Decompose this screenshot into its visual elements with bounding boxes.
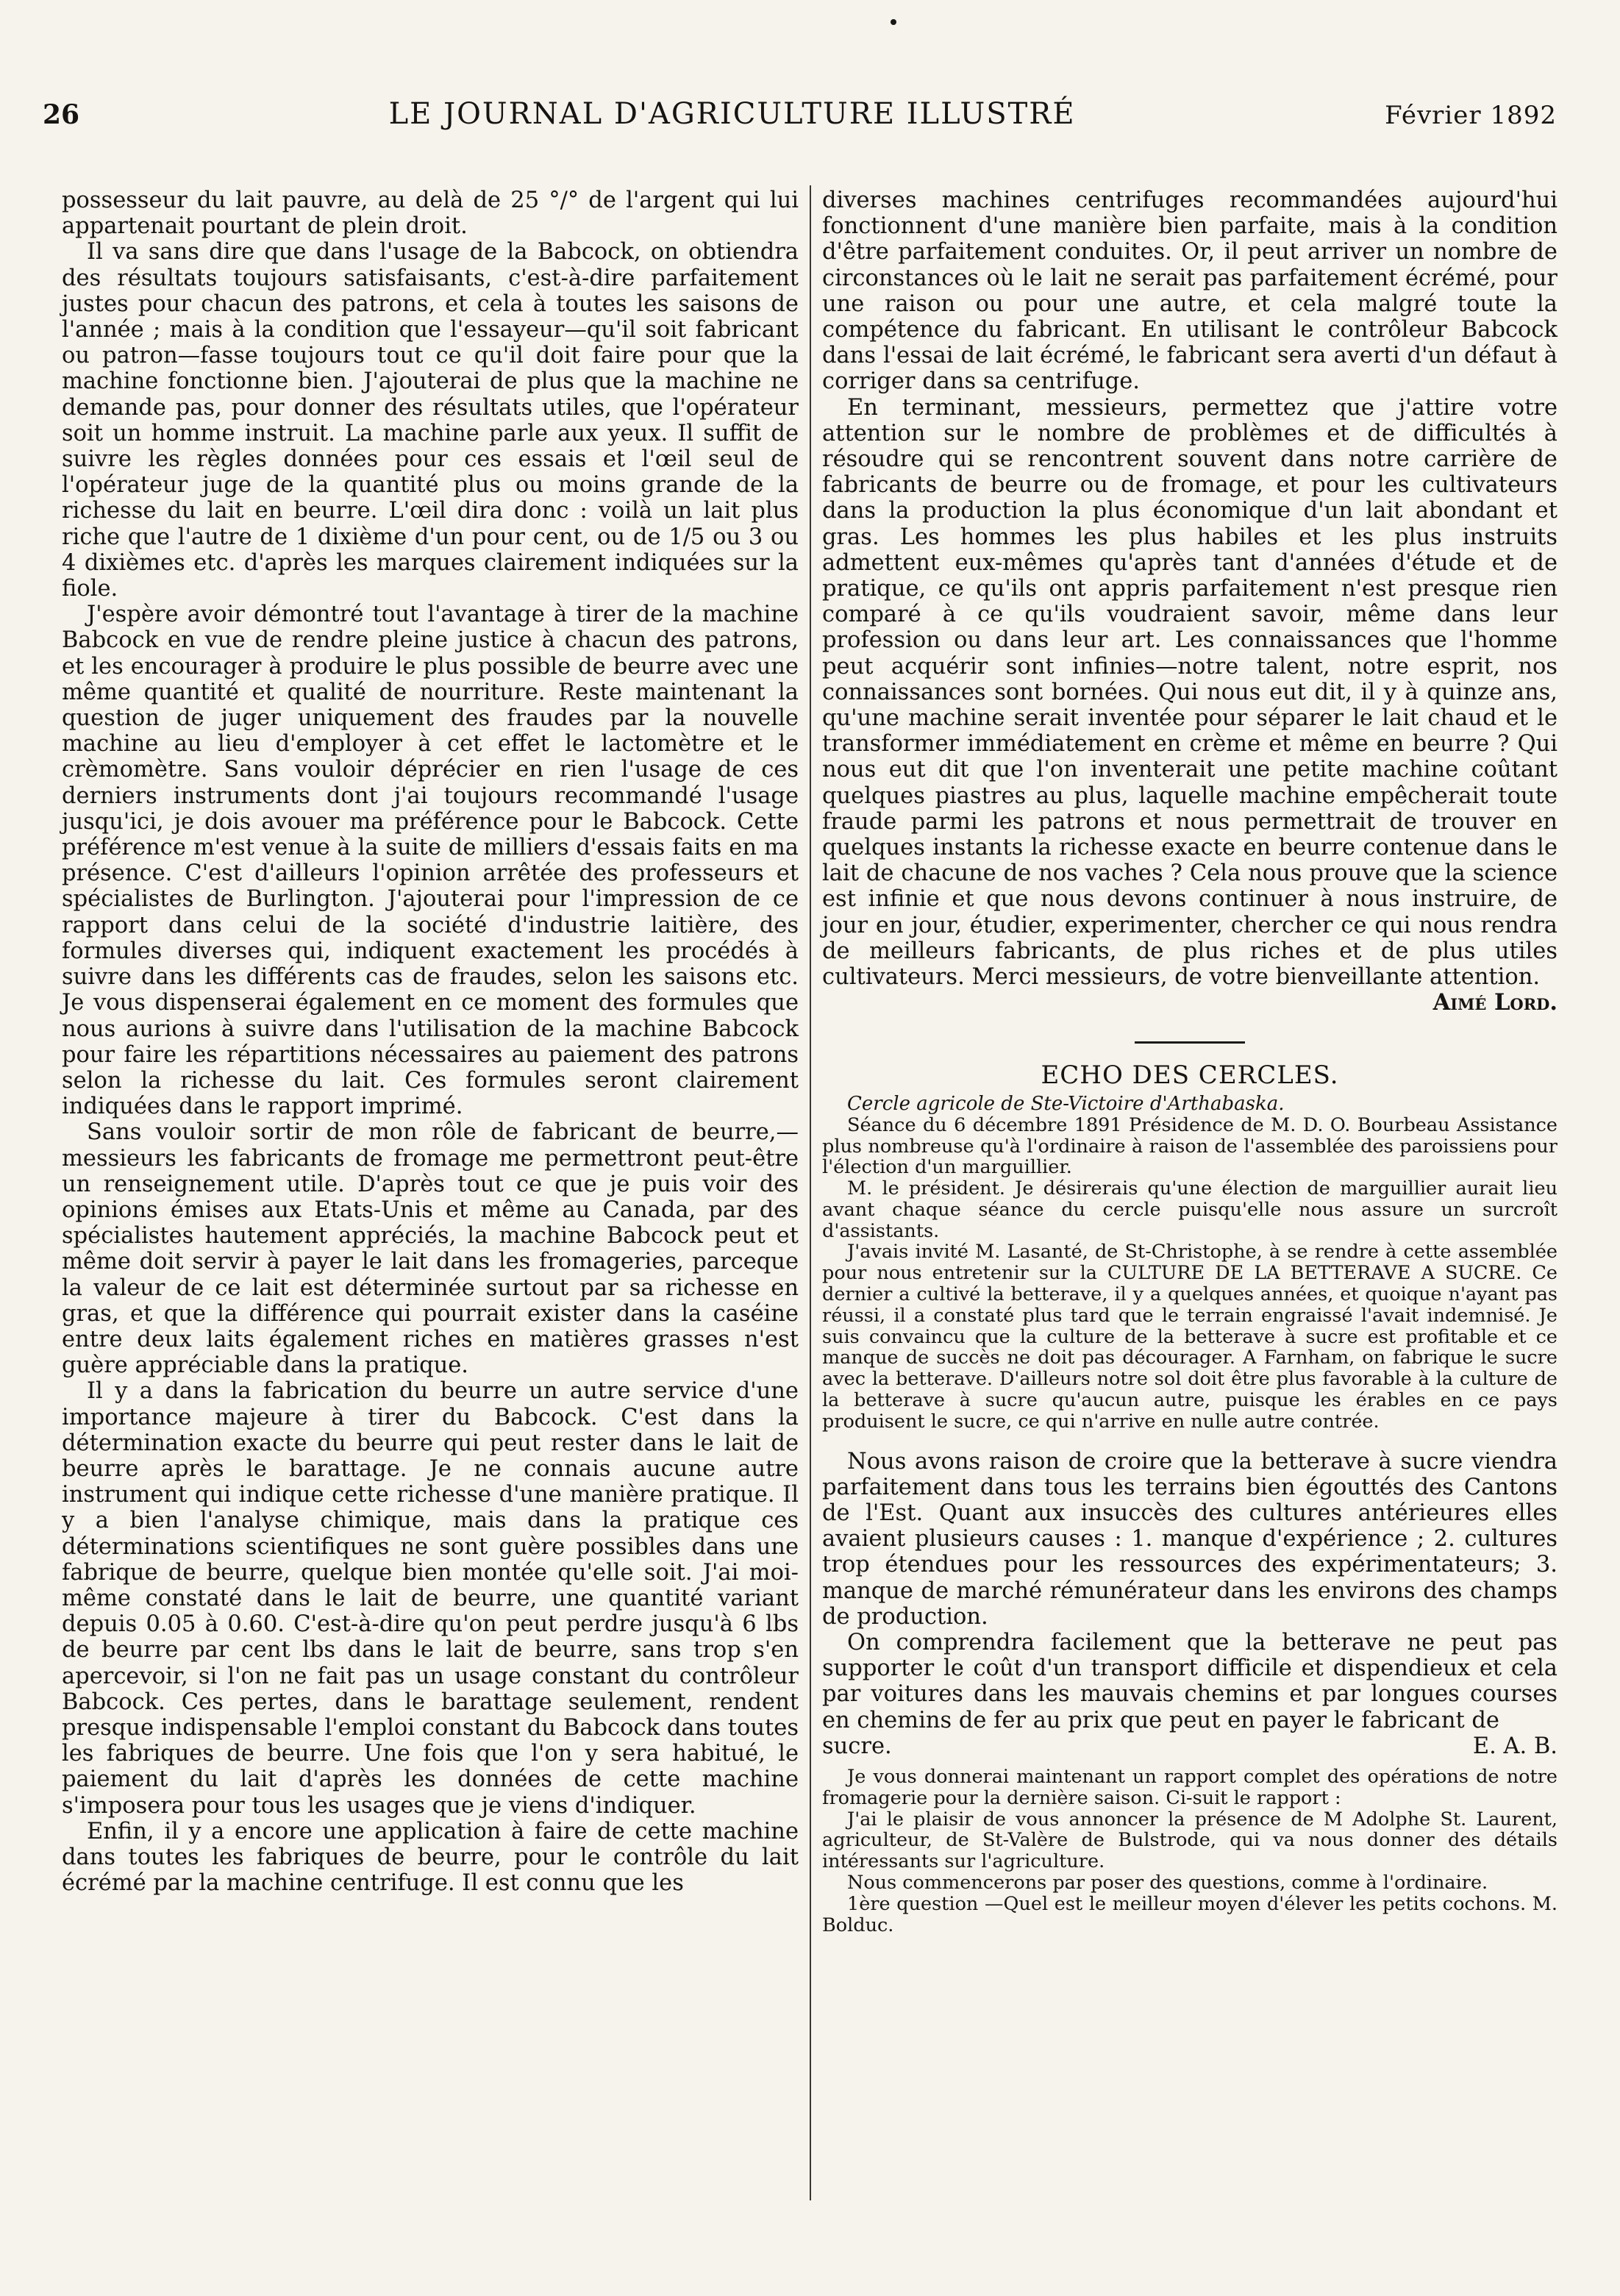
right-column [822, 188, 1557, 1936]
small-paragraph: M. le président. Je désirerais qu'une élection de marguillier aurait lieu avant chaque séance du cercle puisqu'elle nous assure un surcroît d'assistants. [822, 1177, 1557, 1242]
paragraph: Il va sans dire que dans l'usage de la Babcock, on obtiendra des résultats toujours satisfaisants, c'est-à-dire parfaitement justes pour chacun des patrons, et cela à toutes les saisons de l'année ; mais à la condition que l'essayeur—qu'il soit fabricant ou patron—fasse toujours tout ce qu'il doit faire pour que la machine fonctionne bien. J'ajouterai de plus que la machine ne demande pas, pour donner des résultats utiles, que l'opérateur soit un homme instruit. La machine parle aux yeux. Il suffit de suivre les règles données pour ces essais et l'œil seul de l'opérateur juge de la quantité plus ou moins grande de la richesse du lait en beurre. L'œil dira donc : voilà un lait plus riche que l'autre de 1 dixième d'un pour cent, ou de 1/5 ou 3 ou 4 dixièmes etc. d'après les marques clairement indiquées sur la fiole. [62, 239, 799, 602]
small-paragraph: J'avais invité M. Lasanté, de St-Christophe, à se rendre à cette assemblée pour nous entretenir sur la CULTURE DE LA BETTERAVE A SUCRE. Ce dernier a cultivé la betterave, il y a quelques années, et quoique n'ayant pas réussi, il a constaté plus tard que le terrain engraissé l'avait indemnisé. Je suis convaincu que la culture de la betterave à sucre est profitable et ce manque de succès ne doit pas décourager. A Farnham, on fabrique le sucre avec la betterave. D'ailleurs notre sol doit être plus favorable à la culture de la betterave à sucre qu'aucun autre, puisque les érables en ce pays produisent le sucre, ce qui n'arrive en nulle autre contrée. [822, 1241, 1557, 1433]
paragraph: Enfin, il y a encore une application à faire de cette machine dans toutes les fabriques de beurre, pour le contrôle du lait écrémé par la machine centrifuge. Il est connu que les [62, 1818, 799, 1897]
small-paragraph: Je vous donnerai maintenant un rapport complet des opérations de notre fromagerie pour la dernière saison. Ci-suit le rapport : [822, 1766, 1557, 1809]
spacer [822, 1433, 1557, 1449]
section-separator [1135, 1041, 1245, 1044]
running-header [43, 97, 1557, 138]
paragraph-end-line [822, 1733, 1557, 1759]
column-rule [810, 185, 811, 2200]
paragraph: diverses machines centrifuges recommandées aujourd'hui fonctionnent d'une manière bien parfaite, mais à la condition d'être parfaitement conduites. Or, il peut arriver un nombre de circonstances où le lait ne serait pas parfaitement écrémé, pour une raison ou pour une autre, et cela malgré toute la compétence du fabricant. En utilisant le contrôleur Babcock dans l'essai de lait écrémé, le fabricant sera averti d'un défaut à corriger dans sa centrifuge. [822, 188, 1557, 395]
paragraph: En terminant, messieurs, permettez que j'attire votre attention sur le nombre de problèmes et de difficultés à résoudre qui se rencontrent souvent dans notre carrière de fabricants de beurre ou de fromage, et pour les cultivateurs dans la production la plus économique d'un lait abondant et gras. Les hommes les plus habiles et les plus instruits admettent eux-mêmes qu'après tant d'années d'étude et de pratique, ce qu'ils ont appris parfaitement n'est presque rien comparé à ce qu'ils voudraient savoir, même dans leur profession ou dans leur art. Les connaissances que l'homme peut acquérir sont infinies—notre talent, notre esprit, nos connaissances sont bornées. Qui nous eut dit, il y à quinze ans, qu'une machine serait inventée pour séparer le lait chaud et le transformer immédiatement en crème et même en beurre ? Qui nous eut dit que l'on inventerait une petite machine coûtant quelques piastres au plus, laquelle machine empêcherait toute fraude parmi les patrons et nous permettrait de trouver en quelques instants la richesse exacte en beurre contenue dans le lait de chacune de nos vaches ? Cela nous prouve que la science est infinie et que nous devons continuer à nous instruire, de jour en jour, étudier, experimenter, chercher ce qui nous rendra de meilleurs fabricants, de plus riches et de plus utiles cultivateurs. Merci messieurs, de votre bienveillante attention. [822, 394, 1557, 991]
paragraph-last-word: sucre. [822, 1733, 892, 1759]
paragraph: On comprendra facilement que la betterave ne peut pas supporter le coût d'un transport difficile et dispendieux et cela par voitures dans les mauvais chemins et par longues courses en chemins de fer au prix que peut en payer le fabricant de [822, 1630, 1557, 1733]
paragraph: J'espère avoir démontré tout l'avantage à tirer de la machine Babcock en vue de rendre pleine justice à chacun des patrons, et les encourager à produire le plus possible de beurre avec une même quantité et qualité de nourriture. Reste maintenant la question de juger uniquement des fraudes par la nouvelle machine au lieu d'employer à cet effet le lactomètre et le crèmomètre. Sans vouloir déprécier en rien l'usage de ces derniers instruments dont j'ai toujours recommandé l'usage jusqu'ici, je dois avouer ma préférence pour le Babcock. Cette préférence m'est venue à la suite de milliers d'essais faits en ma présence. C'est d'ailleurs l'opinion arrêtée des professeurs et spécialistes de Burlington. J'ajouterai pour l'impression de ce rapport dans celui de la société d'industrie laitière, des formules diverses qui, indiquent exactement les procédés à suivre dans les différents cas de fraudes, selon les saisons etc. Je vous dispenserai également en ce moment des formules que nous aurions à suivre dans l'utilisation de la machine Babcock pour faire les répartitions nécessaires au paiement des patrons selon la richesse du lait. Ces formules seront clairement indiquées dans le rapport imprimé. [62, 602, 799, 1120]
section-title: ECHO DES CERCLES. [1041, 1060, 1339, 1090]
paragraph: Sans vouloir sortir de mon rôle de fabricant de beurre,—messieurs les fabricants de fromage me permettront peut-être un renseignement utile. D'après tout ce que je puis voir des opinions émises aux Etats-Unis et même au Canada, par des spécialistes hautement appréciés, la machine Babcock peut et même doit servir à payer le lait dans les fromageries, parceque la valeur de ce lait est déterminée surtout par sa richesse en gras, et que la différence qui pourrait exister dans la caséine entre deux laits également riches en matières grasses n'est guère appréciable dans la pratique. [62, 1119, 799, 1379]
small-paragraph: 1ère question —Quel est le meilleur moyen d'élever les petits cochons. M. Bolduc. [822, 1892, 1557, 1936]
section-signature: E. A. B. [1472, 1733, 1557, 1759]
article-signature: Aimé Lord. [1432, 989, 1557, 1016]
paragraph: Il y a dans la fabrication du beurre un autre service d'une importance majeure à tirer du Babcock. C'est dans la détermination exacte du beurre qui peut rester dans le lait de beurre après le barattage. Je ne connais aucune autre instrument qui indique cette richesse d'une manière pratique. Il y a bien l'analyse chimique, mais dans la pratique ces déterminations scientifiques ne sont guère possibles dans une fabrique de beurre, quelque bien montée qu'elle soit. J'ai moi-même constaté dans le lait de beurre, une quantité variant depuis 0.05 à 0.60. C'est-à-dire qu'on peut perdre jusqu'à 6 lbs de beurre par cent lbs dans le lait de beurre, sans trop s'en apercevoir, si l'on ne fait pas un usage constant du contrôleur Babcock. Ces pertes, dans le barattage seulement, rendent presque indispensable l'emploi constant du Babcock dans toutes les fabriques de beurre. Une fois que l'on y sera habitué, le paiement du lait d'après les données de cette machine s'imposera pour tous les usages que je viens d'indiquer. [62, 1378, 799, 1819]
small-paragraph: Nous commencerons par poser des questions, comme à l'ordinaire. [847, 1872, 1488, 1894]
ink-dot [891, 19, 896, 25]
small-paragraph: Séance du 6 décembre 1891 Présidence de M. D. O. Bourbeau Assistance plus nombreuse qu'à l'ordinaire à raison de l'assemblée des paroissiens pour l'élection d'un marguillier. [822, 1113, 1557, 1179]
section-subhead: Cercle agricole de Ste-Victoire d'Arthabaska. [847, 1092, 1285, 1115]
left-column [62, 188, 799, 1896]
issue-date: Février 1892 [1385, 101, 1557, 130]
paragraph: Nous avons raison de croire que la betterave à sucre viendra parfaitement dans tous les terrains bien égouttés des Cantons de l'Est. Quant aux insuccès des cultures antérieures elles avaient plusieurs causes : 1. manque d'expérience ; 2. cultures trop étendues pour les ressources des expérimentateurs; 3. manque de marché rémunérateur dans les environs des champs de production. [822, 1448, 1557, 1630]
page-number: 26 [43, 99, 80, 130]
journal-title: LE JOURNAL D'AGRICULTURE ILLUSTRÉ [388, 97, 1076, 131]
small-paragraph: J'ai le plaisir de vous annoncer la présence de M Adolphe St. Laurent, agriculteur, de St-Valère de Bulstrode, qui va nous donner des détails intéressants sur l'agriculture. [822, 1808, 1557, 1873]
paragraph: possesseur du lait pauvre, au delà de 25 °/° de l'argent qui lui appartenait pourtant de plein droit. [62, 188, 799, 240]
